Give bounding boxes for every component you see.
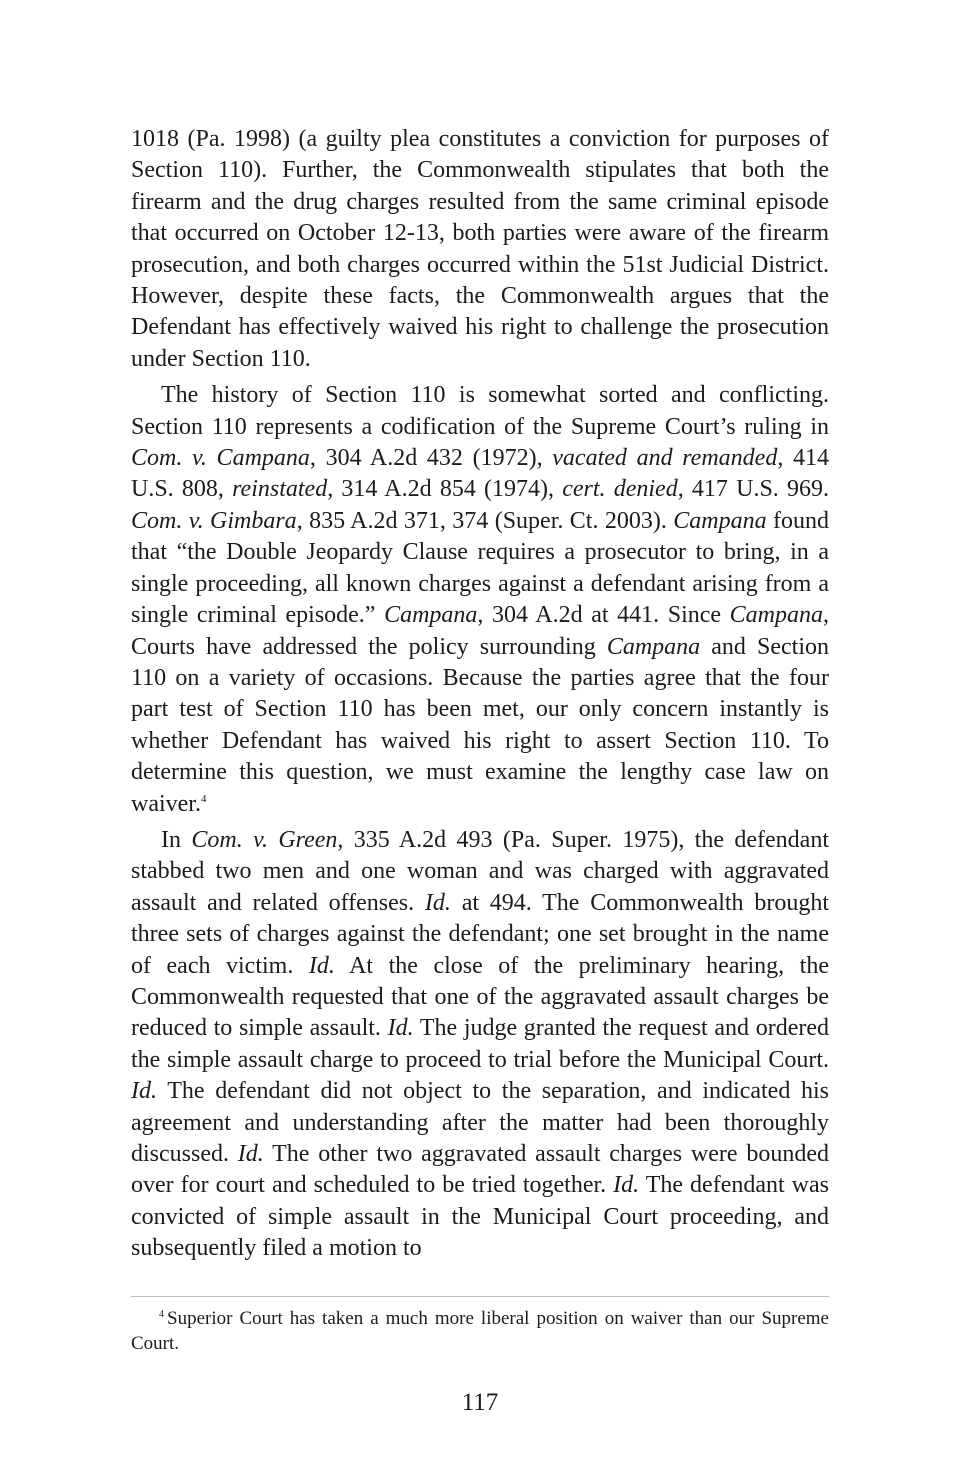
paragraph-2: [131, 380, 829, 820]
id-citation: Id.: [613, 1172, 640, 1199]
text-segment: At the close of the preliminary hearing, the Commonwealth requested that one of the aggravated assault charges be reduced to simple assault.: [131, 952, 829, 1042]
page-body: [131, 124, 829, 1265]
text-segment: , 314 A.2d 854 (1974),: [327, 476, 563, 503]
case-history-term: reinstated: [232, 476, 328, 503]
id-citation: Id.: [237, 1141, 264, 1167]
text-segment: The defendant did not object to the separation, and indicated his agreement and understanding after the matter had been thoroughly discussed.: [131, 1078, 829, 1167]
text-segment: The defendant was convicted of simple assault in the Municipal Court proceeding, and subsequently filed a motion to: [131, 1172, 829, 1262]
page-number: 117: [461, 1389, 499, 1416]
text-segment: The other two aggravated assault charges were bounded over for court and scheduled to be tried together.: [131, 1141, 829, 1199]
text-segment: , 417 U.S. 969.: [677, 476, 830, 503]
case-citation: Com. v. Green: [191, 826, 338, 853]
text-segment: , 414 U.S. 808,: [131, 445, 829, 503]
case-citation: Campana: [729, 602, 823, 629]
paragraph-3: [131, 825, 829, 1265]
footnote: [131, 1306, 829, 1356]
footnote-marker: 4: [159, 1308, 164, 1320]
case-citation: Campana: [673, 507, 767, 534]
footnote-divider: [131, 1296, 829, 1297]
id-citation: Id.: [424, 889, 451, 916]
case-citation: Campana: [384, 602, 478, 629]
case-history-term: vacated and remanded: [552, 445, 778, 472]
case-citation: Campana: [606, 633, 701, 660]
id-citation: Id.: [387, 1015, 414, 1042]
text-segment: found that “the Double Jeopardy Clause requires a prosecutor to bring, in a single proceeding, all known charges against a defendant arising from a single criminal episode.”: [131, 507, 829, 629]
text-segment: , 304 A.2d 432 (1972),: [309, 445, 553, 472]
text-segment: , 835 A.2d 371, 374 (Super. Ct. 2003).: [296, 507, 674, 534]
text-segment: , Courts have addressed the policy surrounding: [131, 602, 829, 660]
text-segment: 1018 (Pa. 1998) (a guilty plea constitutes a conviction for purposes of Section 110). Further, the Commonwealth stipulates that both the firearm and the drug charges resulted from the same criminal episode that occurred on October 12-13, both parties were aware of the firearm prosecution, and both charges occurred within the 51st Judicial District. However, despite these facts, the Commonwealth argues that the Defendant has effectively waived his right to challenge the prosecution under Section 110.: [131, 126, 829, 372]
case-citation: Com. v. Campana: [131, 445, 310, 472]
text-segment: , 335 A.2d 493 (Pa. Super. 1975), the defendant stabbed two men and one woman and was charged with aggravated assault and related offenses.: [131, 826, 829, 916]
text-segment: The judge granted the request and ordered the simple assault charge to proceed to trial before the Municipal Court.: [131, 1015, 830, 1073]
text-segment: at 494. The Commonwealth brought three sets of charges against the defendant; one set brought in the name of each victim.: [131, 889, 829, 979]
id-citation: Id.: [308, 952, 335, 979]
text-segment: and Section 110 on a variety of occasions. Because the parties agree that the four part test of Section 110 has been met, our only concern instantly is whether Defendant has waived his right to assert Section 110. To determine this question, we must examine the lengthy case law on waiver.: [131, 633, 830, 817]
footnote-text: Superior Court has taken a much more liberal position on waiver than our Supreme Court.: [131, 1308, 829, 1354]
text-segment: , 304 A.2d at 441. Since: [477, 602, 730, 629]
footnote-reference[interactable]: 4: [200, 792, 207, 805]
paragraph-1: [131, 124, 829, 375]
id-citation: Id.: [131, 1078, 157, 1105]
text-segment: The history of Section 110 is somewhat sorted and conflicting. Section 110 represents a codification of the Supreme Court’s ruling in: [131, 382, 829, 440]
text-segment: In: [161, 826, 192, 853]
case-citation: Com. v. Gimbara: [131, 507, 297, 534]
case-history-term: cert. denied: [562, 476, 678, 503]
